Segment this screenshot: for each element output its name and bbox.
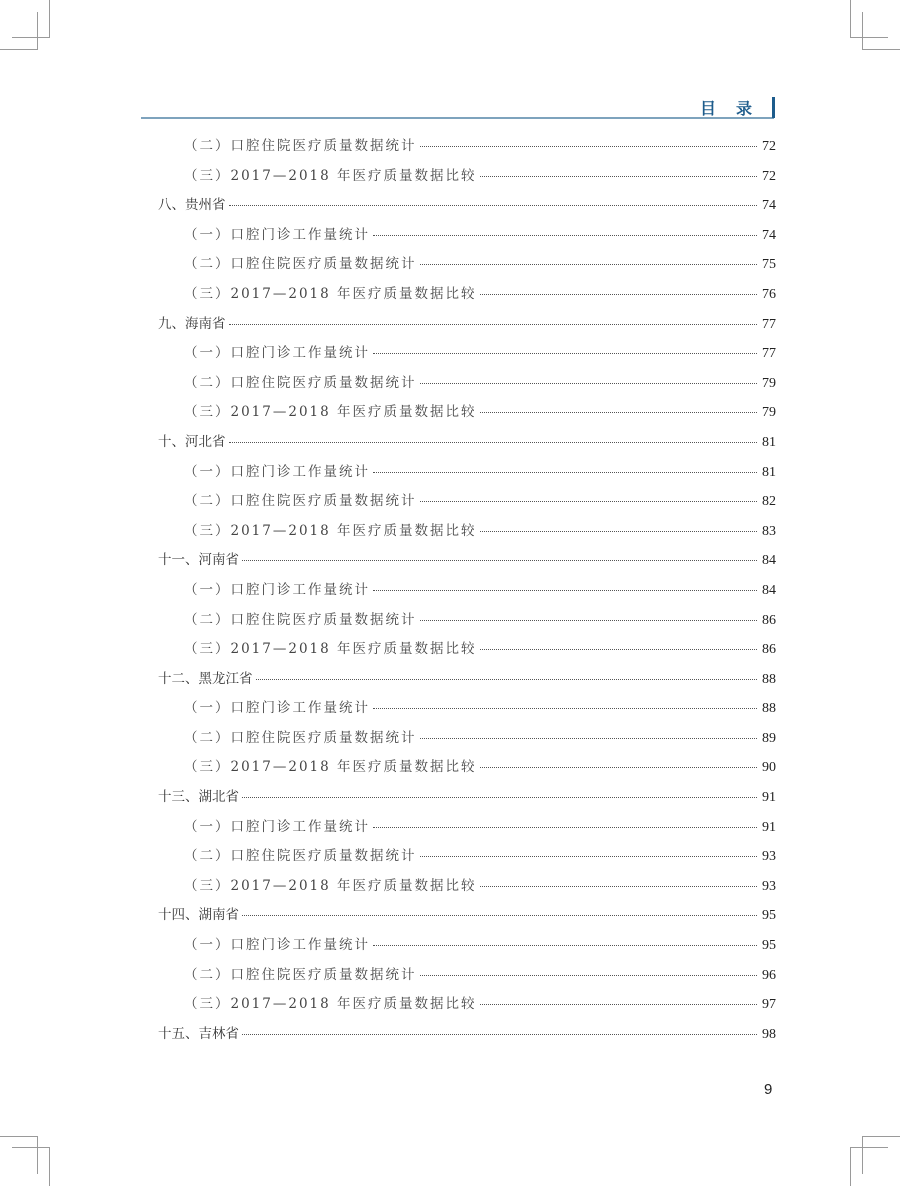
toc-leader-dots bbox=[420, 620, 758, 621]
toc-entry-page: 86 bbox=[762, 642, 776, 658]
toc-entry-page: 79 bbox=[762, 405, 776, 421]
toc-entry-label: （一）口腔门诊工作量统计 bbox=[184, 581, 370, 598]
header-rule bbox=[141, 117, 774, 119]
toc-subsection-entry[interactable] bbox=[158, 637, 776, 667]
toc-entry-page: 72 bbox=[762, 139, 776, 154]
toc-subsection-entry[interactable] bbox=[158, 696, 776, 726]
toc-entry-label: 十、河北省 bbox=[158, 433, 226, 450]
toc-leader-dots bbox=[242, 797, 757, 798]
toc-entry-page: 79 bbox=[762, 375, 776, 391]
toc-section-entry[interactable] bbox=[158, 312, 776, 342]
toc-entry-page: 96 bbox=[762, 967, 776, 983]
table-of-contents bbox=[158, 134, 776, 1051]
page-title: 目录 bbox=[700, 99, 773, 118]
toc-subsection-entry[interactable] bbox=[158, 755, 776, 785]
toc-subsection-entry[interactable] bbox=[158, 726, 776, 756]
toc-entry-page: 91 bbox=[762, 819, 776, 835]
toc-leader-dots bbox=[373, 708, 757, 709]
toc-subsection-entry[interactable] bbox=[158, 578, 776, 608]
toc-leader-dots bbox=[373, 945, 757, 946]
toc-entry-label: （三）2017—2018 年医疗质量数据比较 bbox=[184, 996, 477, 1013]
toc-entry-page: 81 bbox=[762, 464, 776, 480]
toc-leader-dots bbox=[480, 649, 757, 650]
toc-entry-label: （三）2017—2018 年医疗质量数据比较 bbox=[184, 641, 477, 658]
toc-entry-label: （一）口腔门诊工作量统计 bbox=[184, 345, 370, 362]
toc-section-entry[interactable] bbox=[158, 667, 776, 697]
crop-mark-bottom-left-h1 bbox=[0, 1136, 38, 1137]
page-number: 9 bbox=[764, 1081, 773, 1098]
toc-entry-page: 76 bbox=[762, 286, 776, 302]
toc-leader-dots bbox=[229, 442, 758, 443]
crop-mark-bottom-right-v1 bbox=[862, 1136, 863, 1174]
toc-entry-label: 十二、黑龙江省 bbox=[158, 670, 253, 687]
toc-entry-label: （二）口腔住院医疗质量数据统计 bbox=[184, 138, 417, 154]
toc-entry-label: （三）2017—2018 年医疗质量数据比较 bbox=[184, 404, 477, 421]
toc-leader-dots bbox=[373, 590, 757, 591]
toc-subsection-entry[interactable] bbox=[158, 874, 776, 904]
toc-entry-label: （三）2017—2018 年医疗质量数据比较 bbox=[184, 522, 477, 539]
crop-mark-top-left-h1 bbox=[12, 37, 50, 38]
toc-leader-dots bbox=[480, 294, 757, 295]
toc-entry-label: 十一、河南省 bbox=[158, 552, 239, 569]
toc-subsection-entry[interactable] bbox=[158, 460, 776, 490]
crop-mark-top-right-v1 bbox=[850, 0, 851, 38]
toc-entry-label: （三）2017—2018 年医疗质量数据比较 bbox=[184, 167, 477, 184]
crop-mark-bottom-right-h2 bbox=[850, 1147, 888, 1148]
toc-entry-label: （一）口腔门诊工作量统计 bbox=[184, 226, 370, 243]
toc-subsection-entry[interactable] bbox=[158, 844, 776, 874]
crop-mark-top-left-h2 bbox=[0, 49, 38, 50]
toc-entry-label: （二）口腔住院医疗质量数据统计 bbox=[184, 493, 417, 510]
toc-subsection-entry[interactable] bbox=[158, 252, 776, 282]
toc-entry-label: （二）口腔住院医疗质量数据统计 bbox=[184, 374, 417, 391]
header-accent-bar bbox=[772, 97, 775, 118]
toc-entry-page: 82 bbox=[762, 494, 776, 510]
toc-section-entry[interactable] bbox=[158, 430, 776, 460]
toc-subsection-entry[interactable] bbox=[158, 164, 776, 194]
crop-mark-bottom-right-h1 bbox=[862, 1136, 900, 1137]
toc-entry-page: 98 bbox=[762, 1026, 776, 1042]
toc-subsection-entry[interactable] bbox=[158, 282, 776, 312]
toc-leader-dots bbox=[229, 205, 758, 206]
toc-leader-dots bbox=[480, 886, 757, 887]
toc-subsection-entry[interactable] bbox=[158, 371, 776, 401]
toc-leader-dots bbox=[242, 915, 757, 916]
toc-entry-page: 72 bbox=[762, 168, 776, 184]
toc-leader-dots bbox=[373, 827, 757, 828]
toc-entry-label: （三）2017—2018 年医疗质量数据比较 bbox=[184, 877, 477, 894]
toc-subsection-entry[interactable] bbox=[158, 933, 776, 963]
crop-mark-bottom-left-h2 bbox=[12, 1147, 50, 1148]
toc-entry-page: 77 bbox=[762, 316, 776, 332]
crop-mark-top-left-v1 bbox=[49, 0, 50, 38]
toc-leader-dots bbox=[480, 176, 757, 177]
crop-mark-top-right-h2 bbox=[862, 49, 900, 50]
toc-leader-dots bbox=[420, 383, 758, 384]
toc-subsection-entry[interactable] bbox=[158, 963, 776, 993]
crop-mark-bottom-right-v2 bbox=[850, 1147, 851, 1186]
toc-leader-dots bbox=[242, 560, 757, 561]
toc-leader-dots bbox=[420, 264, 758, 265]
crop-mark-top-right-h1 bbox=[850, 37, 888, 38]
toc-leader-dots bbox=[373, 235, 757, 236]
toc-entry-page: 75 bbox=[762, 257, 776, 273]
toc-entry-label: （三）2017—2018 年医疗质量数据比较 bbox=[184, 285, 477, 302]
toc-entry-label: （一）口腔门诊工作量统计 bbox=[184, 818, 370, 835]
toc-entry-page: 90 bbox=[762, 760, 776, 776]
toc-entry-label: 十三、湖北省 bbox=[158, 789, 239, 806]
toc-subsection-entry[interactable] bbox=[158, 608, 776, 638]
toc-entry-label: （一）口腔门诊工作量统计 bbox=[184, 937, 370, 954]
toc-entry-page: 93 bbox=[762, 878, 776, 894]
toc-entry-page: 84 bbox=[762, 582, 776, 598]
toc-entry-label: （二）口腔住院医疗质量数据统计 bbox=[184, 966, 417, 983]
toc-entry-page: 84 bbox=[762, 553, 776, 569]
toc-entry-label: 十四、湖南省 bbox=[158, 907, 239, 924]
toc-entry-label: 十五、吉林省 bbox=[158, 1025, 239, 1042]
toc-entry-label: （二）口腔住院医疗质量数据统计 bbox=[184, 256, 417, 273]
toc-entry-page: 81 bbox=[762, 434, 776, 450]
toc-section-entry[interactable] bbox=[158, 548, 776, 578]
toc-subsection-entry[interactable] bbox=[158, 341, 776, 371]
toc-leader-dots bbox=[480, 767, 757, 768]
toc-entry-label: （二）口腔住院医疗质量数据统计 bbox=[184, 729, 417, 746]
toc-section-entry[interactable] bbox=[158, 1022, 776, 1052]
toc-leader-dots bbox=[229, 324, 758, 325]
toc-entry-label: （一）口腔门诊工作量统计 bbox=[184, 700, 370, 717]
toc-entry-label: （三）2017—2018 年医疗质量数据比较 bbox=[184, 759, 477, 776]
toc-entry-page: 95 bbox=[762, 938, 776, 954]
crop-mark-bottom-left-v2 bbox=[49, 1147, 50, 1186]
toc-entry-label: 九、海南省 bbox=[158, 315, 226, 332]
toc-entry-page: 89 bbox=[762, 730, 776, 746]
toc-entry-page: 91 bbox=[762, 790, 776, 806]
toc-section-entry[interactable] bbox=[158, 785, 776, 815]
toc-subsection-entry[interactable] bbox=[158, 815, 776, 845]
toc-subsection-entry[interactable] bbox=[158, 223, 776, 253]
toc-entry-page: 86 bbox=[762, 612, 776, 628]
toc-leader-dots bbox=[373, 353, 757, 354]
crop-mark-top-left-v2 bbox=[37, 12, 38, 50]
toc-entry-label: （二）口腔住院医疗质量数据统计 bbox=[184, 611, 417, 628]
toc-leader-dots bbox=[373, 472, 757, 473]
toc-section-entry[interactable] bbox=[158, 193, 776, 223]
toc-entry-page: 97 bbox=[762, 997, 776, 1013]
toc-leader-dots bbox=[420, 146, 758, 147]
toc-entry-page: 93 bbox=[762, 849, 776, 865]
toc-leader-dots bbox=[480, 1004, 757, 1005]
crop-mark-bottom-left-v1 bbox=[37, 1136, 38, 1174]
toc-entry-page: 77 bbox=[762, 346, 776, 362]
toc-leader-dots bbox=[420, 856, 758, 857]
toc-section-entry[interactable] bbox=[158, 903, 776, 933]
toc-subsection-entry[interactable] bbox=[158, 489, 776, 519]
toc-leader-dots bbox=[242, 1034, 757, 1035]
toc-subsection-entry[interactable] bbox=[158, 400, 776, 430]
toc-leader-dots bbox=[480, 412, 757, 413]
toc-entry-label: （一）口腔门诊工作量统计 bbox=[184, 463, 370, 480]
toc-entry-label: （二）口腔住院医疗质量数据统计 bbox=[184, 848, 417, 865]
toc-subsection-entry[interactable] bbox=[158, 992, 776, 1022]
toc-subsection-entry[interactable] bbox=[158, 519, 776, 549]
toc-entry-page: 88 bbox=[762, 671, 776, 687]
toc-entry-page: 74 bbox=[762, 198, 776, 214]
toc-leader-dots bbox=[256, 679, 758, 680]
toc-entry-page: 74 bbox=[762, 227, 776, 243]
toc-entry-page: 95 bbox=[762, 908, 776, 924]
toc-leader-dots bbox=[420, 975, 758, 976]
toc-leader-dots bbox=[420, 501, 758, 502]
toc-entry-page: 88 bbox=[762, 701, 776, 717]
toc-entry-label: 八、贵州省 bbox=[158, 197, 226, 214]
toc-entry-page: 83 bbox=[762, 523, 776, 539]
toc-leader-dots bbox=[480, 531, 757, 532]
toc-leader-dots bbox=[420, 738, 758, 739]
toc-subsection-entry[interactable] bbox=[158, 134, 776, 164]
crop-mark-top-right-v2 bbox=[862, 12, 863, 50]
